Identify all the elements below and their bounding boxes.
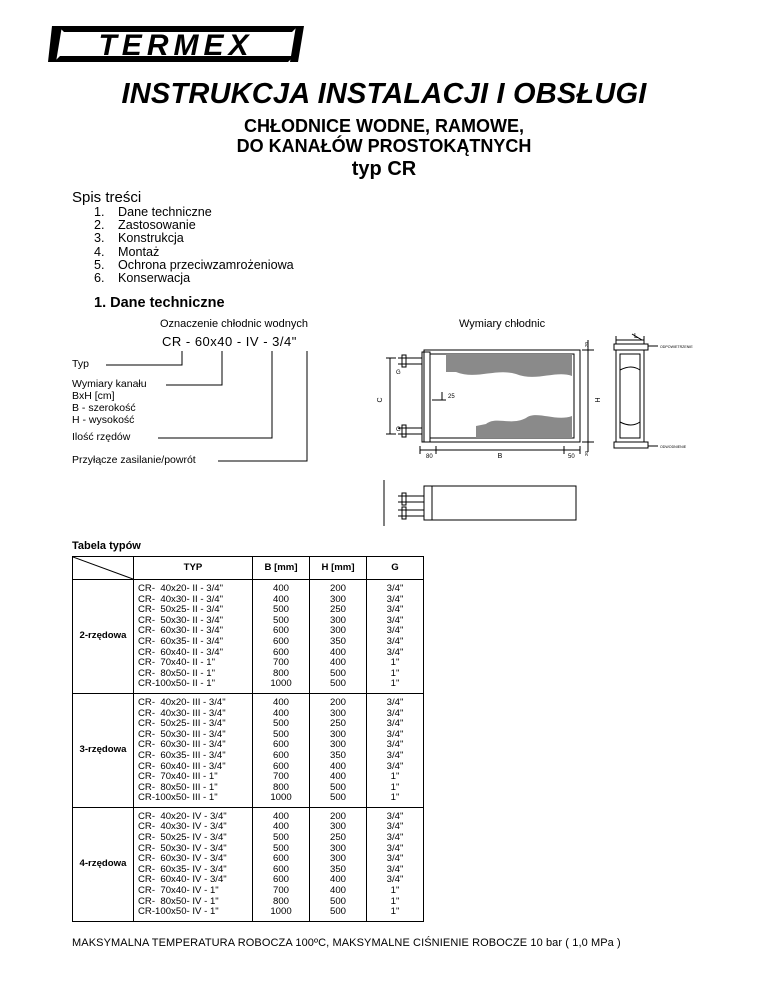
brand-name: TERMEX [98, 29, 254, 62]
dim-h-label: H [595, 397, 602, 403]
document-type: typ CR [351, 158, 417, 180]
h-values: 200 300 250 300 300 350 400 400 500 500 [310, 580, 367, 694]
dim-20-top-label: 20 [584, 341, 589, 347]
footer-note: MAKSYMALNA TEMPERATURA ROBOCZA 100ºC, MAKSYMALNE CIŚNIENIE ROBOCZE 10 bar ( 1,0 MPa ) [72, 937, 621, 949]
table-header-row [73, 557, 424, 580]
dim-l-label: L [634, 333, 638, 340]
toc-item: 3. Konstrukcja [94, 231, 184, 246]
document-title: INSTRUKCJA INSTALACJI I OBSŁUGI [121, 78, 647, 110]
label-bxh: BxH [cm] [72, 390, 115, 402]
termex-logo [48, 22, 304, 66]
dimensions-heading: Wymiary chłodnic [459, 318, 546, 330]
venting-label: ODPOWIETRZENIE [660, 345, 693, 349]
type-list: CR- 40x20- IV - 3/4" CR- 40x30- IV - 3/4" CR- 50x25- IV - 3/4" CR- 50x30- IV - 3/4" CR- 60x30- IV - 3/4" CR- 60x35- IV - 3/4" CR- 60x40- IV - 3/4" CR- 70x40- IV - 1" CR- 80x50- IV - 1" CR-100x50- IV - 1" [134, 807, 253, 921]
group-label: 4-rzędowa [73, 807, 134, 921]
label-h: H - wysokość [72, 414, 135, 426]
dim-20-bottom-label: 20 [584, 450, 589, 456]
type-list: CR- 40x20- II - 3/4" CR- 40x30- II - 3/4" CR- 50x25- II - 3/4" CR- 50x30- II - 3/4" CR- 60x30- II - 3/4" CR- 60x35- II - 3/4" CR- 60x40- II - 3/4" CR- 70x40- II - 1" CR- 80x50- II - 1" CR-100x50- II - 1" [134, 580, 253, 694]
section-heading-technical-data: 1. Dane techniczne [94, 295, 225, 311]
table-row [73, 580, 424, 694]
document-subtitle-line1: CHŁODNICE WODNE, RAMOWE, [244, 116, 524, 136]
toc-item: 6. Konserwacja [94, 271, 191, 286]
label-typ: Typ [72, 358, 89, 370]
b-values: 400 400 500 500 600 600 600 700 800 1000 [253, 580, 310, 694]
group-label: 3-rzędowa [73, 693, 134, 807]
document-subtitle-line2: DO KANAŁÓW PROSTOKĄTNYCH [236, 136, 532, 156]
dim-c-label: C [377, 397, 384, 403]
type-list: CR- 40x20- III - 3/4" CR- 40x30- III - 3/4" CR- 50x25- III - 3/4" CR- 50x30- III - 3/4" CR- 60x30- III - 3/4" CR- 60x35- III - 3/4" CR- 60x40- III - 3/4" CR- 70x40- III - 1" CR- 80x50- III - 1" CR-100x50- III - 1" [134, 693, 253, 807]
designation-code: CR - 60x40 - IV - 3/4" [162, 334, 297, 349]
dim-80-label: 80 [426, 454, 433, 460]
toc-item: 5. Ochrona przeciwzamrożeniowa [94, 257, 294, 272]
header-corner [73, 557, 134, 580]
label-przylacze: Przyłącze zasilanie/powrót [72, 454, 196, 466]
dim-g-bottom-label: G [396, 427, 401, 433]
label-rzedy: Ilość rzędów [72, 431, 131, 443]
header-h: H [mm] [310, 557, 367, 580]
header-typ: TYP [134, 557, 253, 580]
h-values: 200 300 250 300 300 350 400 400 500 500 [310, 693, 367, 807]
header-b: B [mm] [253, 557, 310, 580]
label-wymiary: Wymiary kanału [72, 378, 147, 390]
dim-25-label: 25 [448, 394, 455, 400]
header-g: G [367, 557, 424, 580]
table-row [73, 693, 424, 807]
g-values: 3/4" 3/4" 3/4" 3/4" 3/4" 3/4" 3/4" 1" 1" 1" [367, 580, 424, 694]
dim-g-top-label: G [396, 370, 401, 376]
designation-heading: Oznaczenie chłodnic wodnych [160, 318, 308, 330]
toc-item: 4. Montaż [94, 244, 160, 259]
g-values: 3/4" 3/4" 3/4" 3/4" 3/4" 3/4" 3/4" 1" 1" 1" [367, 693, 424, 807]
table-of-contents [94, 206, 294, 285]
dim-50-label: 50 [568, 454, 575, 460]
toc-heading: Spis treści [72, 189, 142, 206]
toc-item: 1. Dane techniczne [94, 205, 212, 219]
toc-item: 2. Zastosowanie [94, 218, 196, 233]
group-label: 2-rzędowa [73, 580, 134, 694]
label-b: B - szerokość [72, 402, 136, 414]
drain-label: ODWODNIENIE [660, 445, 687, 449]
g-values: 3/4" 3/4" 3/4" 3/4" 3/4" 3/4" 3/4" 1" 1" 1" [367, 807, 424, 921]
types-table [72, 556, 424, 922]
cooler-dimension-drawing [376, 330, 696, 530]
b-values: 400 400 500 500 600 600 600 700 800 1000 [253, 693, 310, 807]
h-values: 200 300 250 300 300 350 400 400 500 500 [310, 807, 367, 921]
types-table-title: Tabela typów [72, 540, 141, 552]
b-values: 400 400 500 500 600 600 600 700 800 1000 [253, 807, 310, 921]
table-row [73, 807, 424, 921]
dim-b-label: B [497, 453, 503, 460]
